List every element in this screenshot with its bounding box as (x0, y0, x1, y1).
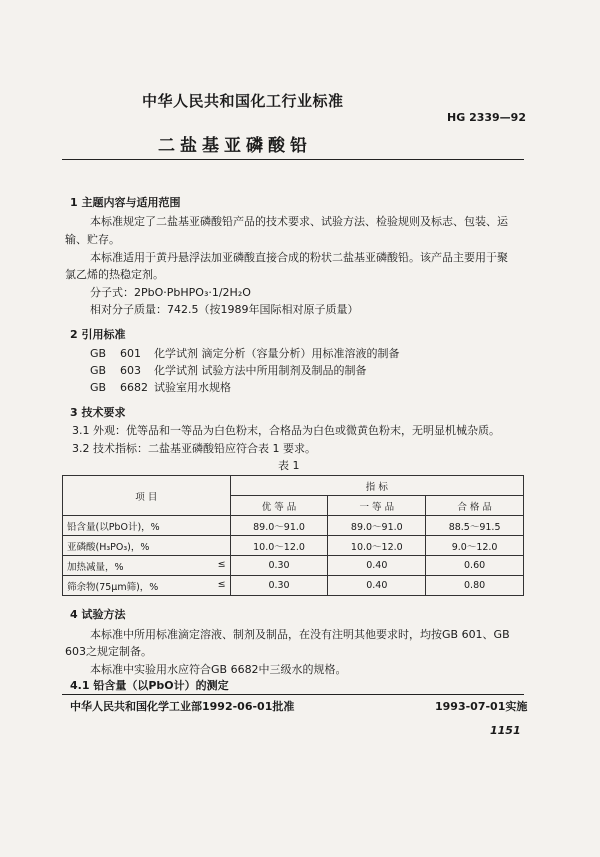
section-4-para-2: 本标准中实验用水应符合GB 6682中三级水的规格。 (90, 663, 347, 676)
ref-code: GB (90, 381, 107, 394)
section-4-heading: 4 试验方法 (70, 608, 126, 621)
index-column-header: 指 标 (230, 476, 523, 496)
standard-code: HG 2339—92 (447, 111, 526, 124)
table-row (63, 536, 524, 556)
ref-title: 试验室用水规格 (154, 381, 231, 394)
max-symbol: ≤ (217, 578, 226, 590)
subsection-4-1-heading: 4.1 铅含量（以PbO计）的测定 (70, 679, 229, 692)
row-name: 筛余物(75μm筛)，% (67, 581, 159, 593)
appearance-requirement: 3.1 外观：优等品和一等品为白色粉末，合格品为白色或微黄色粉末，无明显机械杂质。 (72, 424, 500, 437)
table-row (63, 556, 524, 576)
molecular-mass: 相对分子质量：742.5（按1989年国际相对原子质量） (90, 303, 359, 316)
section-1-para-1b: 输、贮存。 (65, 233, 120, 246)
grade-header: 一 等 品 (328, 496, 426, 516)
section-4-para-1b: 603之规定制备。 (65, 645, 152, 658)
item-column-header: 项 目 (63, 476, 231, 516)
implementation-date: 1993-07-01实施 (435, 700, 528, 713)
section-1-para-2a: 本标准适用于黄丹悬浮法加亚磷酸直接合成的粉状二盐基亚磷酸铅。该产品主要用于聚 (90, 251, 508, 264)
max-symbol: ≤ (217, 558, 226, 570)
table-cell: 0.60 (426, 556, 524, 576)
molecular-formula: 分子式：2PbO·PbHPO₃·1/2H₂O (90, 286, 251, 299)
grade-header: 合 格 品 (426, 496, 524, 516)
issuing-org: 中华人民共和国化工行业标准 (142, 92, 344, 110)
table-cell: 9.0～12.0 (426, 536, 524, 556)
table-header-row (63, 476, 524, 496)
ref-title: 化学试剂 滴定分析（容量分析）用标准溶液的制备 (154, 347, 400, 360)
table-cell: 10.0～12.0 (230, 536, 328, 556)
ref-code: GB (90, 347, 107, 360)
row-name: 铅含量(以PbO计)，% (67, 521, 160, 533)
ref-number: 601 (120, 347, 141, 360)
table-cell: 89.0～91.0 (230, 516, 328, 536)
row-name: 亚磷酸(H₃PO₃)，% (67, 541, 150, 553)
table-cell: 89.0～91.0 (328, 516, 426, 536)
row-label (63, 556, 231, 576)
reference-item (90, 362, 367, 378)
footer-rule (62, 694, 524, 695)
section-2-heading: 2 引用标准 (70, 328, 126, 341)
spec-table (62, 475, 524, 596)
row-label (63, 536, 231, 556)
table-cell: 0.30 (230, 556, 328, 576)
table-cell: 10.0～12.0 (328, 536, 426, 556)
table-cell: 0.40 (328, 556, 426, 576)
table-row (63, 516, 524, 536)
header-rule (62, 159, 524, 160)
row-name: 加热减量，% (67, 561, 124, 573)
section-1-para-2b: 氯乙烯的热稳定剂。 (65, 268, 164, 281)
grade-header: 优 等 品 (230, 496, 328, 516)
table-cell: 0.80 (426, 576, 524, 596)
reference-item (90, 345, 400, 361)
row-label (63, 516, 231, 536)
section-1-heading: 1 主题内容与适用范围 (70, 196, 181, 209)
ref-code: GB (90, 364, 107, 377)
table-cell: 88.5～91.5 (426, 516, 524, 536)
ref-title: 化学试剂 试验方法中所用制剂及制品的制备 (154, 364, 367, 377)
table-cell: 0.30 (230, 576, 328, 596)
section-1-para-1a: 本标准规定了二盐基亚磷酸铅产品的技术要求、试验方法、检验规则及标志、包装、运 (90, 215, 508, 228)
section-3-heading: 3 技术要求 (70, 406, 126, 419)
table-caption: 表 1 (278, 459, 300, 472)
approval-line: 中华人民共和国化学工业部1992-06-01批准 (70, 700, 295, 713)
reference-item (90, 379, 231, 395)
table-row (63, 576, 524, 596)
ref-number: 603 (120, 364, 141, 377)
technical-index-requirement: 3.2 技术指标：二盐基亚磷酸铅应符合表 1 要求。 (72, 442, 316, 455)
row-label (63, 576, 231, 596)
section-4-para-1a: 本标准中所用标准滴定溶液、制剂及制品，在没有注明其他要求时，均按GB 601、GB (90, 628, 510, 641)
table-cell: 0.40 (328, 576, 426, 596)
document-title: 二盐基亚磷酸铅 (158, 136, 312, 156)
page-number: 1151 (490, 724, 521, 737)
ref-number: 6682 (120, 381, 148, 394)
